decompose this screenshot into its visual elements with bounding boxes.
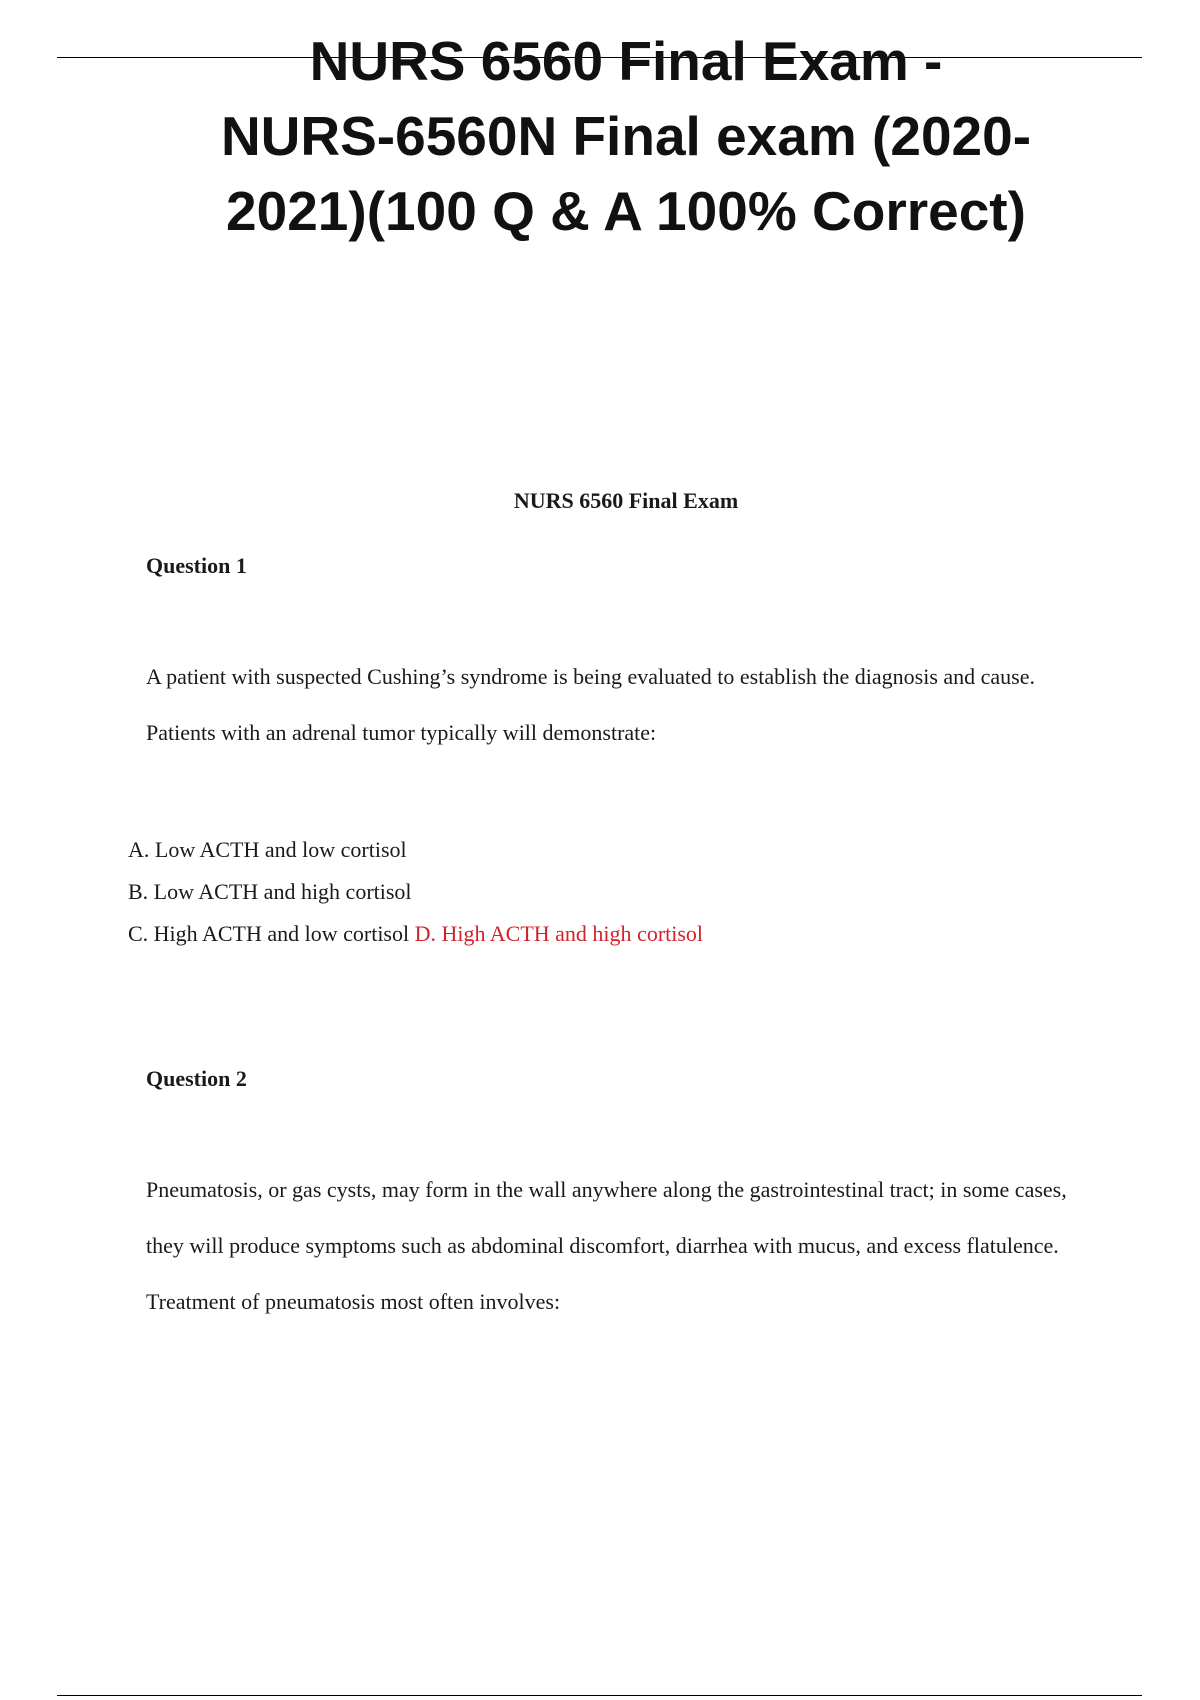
option-d-correct-answer: D. High ACTH and high cortisol (414, 921, 704, 946)
question-2-text: Pneumatosis, or gas cysts, may form in the wall anywhere along the gastrointestinal tract; in some cases, they will produce symptoms such as abdominal discomfort, diarrhea with mucus, and excess flatulence. Treatment of pneumatosis most often involves: (146, 1177, 1067, 1314)
option-a: A. Low ACTH and low cortisol (128, 837, 407, 862)
option-c: C. High ACTH and low cortisol (128, 921, 410, 946)
question-1-label: Question 1 (146, 553, 247, 578)
option-b: B. Low ACTH and high cortisol (128, 879, 412, 904)
section-heading: NURS 6560 Final Exam (513, 488, 739, 513)
document-title-line-1: NURS 6560 Final Exam - (309, 30, 943, 92)
question-1-options (128, 829, 703, 955)
document-title-line-2: NURS-6560N Final exam (2020- (220, 105, 1032, 167)
question-2-label: Question 2 (146, 1066, 247, 1091)
option-c-d-row (128, 913, 703, 955)
question-1-text: A patient with suspected Cushing’s syndrome is being evaluated to establish the diagnosis and cause. Patients with an adrenal tumor typically will demonstrate: (146, 664, 1036, 745)
document-title-line-3: 2021)(100 Q & A 100% Correct) (226, 180, 1026, 242)
document-title (60, 24, 1192, 249)
footer-rule (57, 1695, 1142, 1696)
